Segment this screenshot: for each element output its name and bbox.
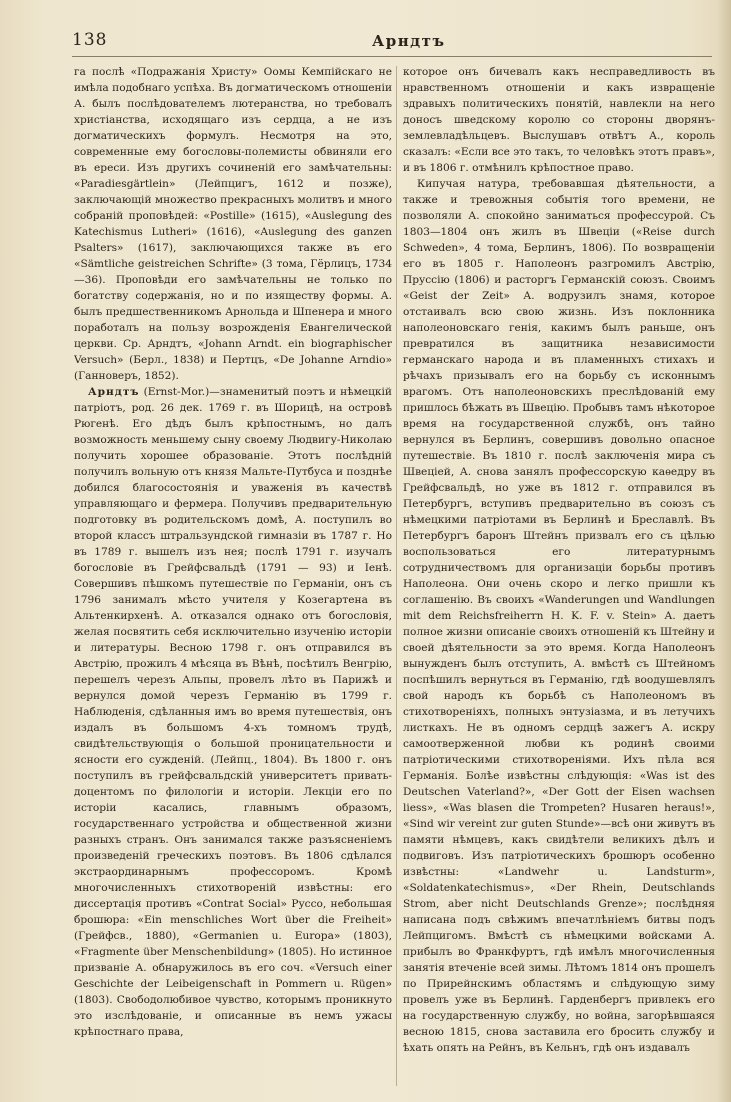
column-divider bbox=[396, 66, 397, 1086]
paragraph-text: (Ernst-Mor.)—знаменитый поэтъ и нѣмецкій патріотъ, род. 26 дек. 1769 г. въ Шорицѣ, на островѣ Рюгенѣ. Его дѣдъ былъ крѣпостнымъ, но далъ возможность меньшему сыну своему Людвигу-Николаю получить хорошее образованіе. Этотъ послѣдній получилъ вольную отъ князя Мальте-Путбуса и позднѣе добился благосостоянія и уваженія въ качествѣ управляющаго и фермера. Получивъ предварительную подготовку въ родительскомъ домѣ, А. поступилъ во второй классъ штральзундской гимназіи въ 1787 г. Но въ 1789 г. вышелъ изъ нея; послѣ 1791 г. изучалъ богословіе въ Грейфсвальдѣ (1791 — 93) и Іенѣ. Совершивъ пѣшкомъ путешествіе по Германіи, онъ съ 1796 занималъ мѣсто учителя у Козегартена въ Альтенкирхенѣ. А. отказался однако отъ богословія, желая посвятить себя исключительно изученію исторіи и литературы. Весною 1798 г. онъ отправился въ Австрію, прожилъ 4 мѣсяца въ Вѣнѣ, посѣтилъ Венгрію, перешелъ черезъ Альпы, провелъ лѣто въ Парижѣ и вернулся домой черезъ Германію въ 1799 г. Наблюденія, сдѣланныя имъ во время путешествія, онъ издалъ въ большомъ 4-хъ томномъ трудѣ, свидѣтельствующія о большой проницательности и ясности его сужденій. (Лейпц., 1804). Въ 1800 г. онъ поступилъ въ грейфсвальдскій университетъ привать-доцентомъ по филологіи и исторіи. Лекціи его по исторіи касались, главнымъ образомъ, государственнаго устройства и общественной жизни разныхъ странъ. Онъ занимался также разъясненіемъ произведеній греческихъ поэтовъ. Въ 1806 сдѣлался экстраординарнымъ профессоромъ. Кромѣ многочисленныхъ стихотвореній извѣстны: его диссертація противъ «Contrat Social» Руссо, небольшая брошюра: «Ein menschliches Wort über die Freiheit» (Грейфсв., 1880), «Germanien u. Europa» (1803), «Fragmente über Menschenbildung» (1805). Но истинное призваніе А. обнаружилось въ его соч. «Versuch einer Geschichte der Leibeigenschaft in Pommern u. Rügen» (1803). Свободолюбивое чувство, которымъ проникнуто это изслѣдованіе, и описанные въ немъ ужасы крѣпостнаго права, bbox=[74, 386, 392, 1038]
paragraph bbox=[74, 64, 392, 384]
right-column bbox=[403, 64, 715, 1089]
paragraph-text: га послѣ «Подражанія Христу» Оомы Кемпійскаго не имѣла подобнаго успѣха. Въ догматическомъ отношеніи А. былъ послѣдователемъ лютеранства, но требовалъ христіанства, исходящаго изъ сердца, а не изъ догматическихъ формулъ. Несмотря на это, современные ему богословы-полемисты обвиняли его въ ереси. Изъ другихъ сочиненій его замѣчательны: «Paradiesgärtlein» (Лейпцигъ, 1612 и позже), заключающій множество прекрасныхъ молитвъ и много собраній проповѣдей: «Postille» (1615), «Auslegung des Katechismus Lutheri» (1616), «Auslegung des ganzen Psalters» (1617), заключающихся также въ его «Sämtliche geistreichen Schrifte» (3 тома, Гёрлицъ, 1734—36). Проповѣди его замѣчательны не только по богатству содержанія, но и по изяществу формы. А. былъ предшественникомъ Арнольда и Шпенера и много поработалъ на пользу возрожденія Евангелической церкви. Ср. Арндтъ, «Johann Arndt. ein biographischer Versuch» (Берл., 1838) и Пертцъ, «De Johanne Arndio» (Ганноверъ, 1852). bbox=[74, 66, 392, 382]
paragraph-text: Кипучая натура, требовавшая дѣятельности, а также и тревожныя событія того времени, не позволяли А. спокойно заниматься профессурой. Съ 1803—1804 онъ жилъ въ Швеціи («Reise durch Schweden», 4 тома, Берлинъ, 1806). По возвращеніи его въ 1805 г. Наполеонъ разгромилъ Австрію, Пруссію (1806) и расторгъ Германскій союзъ. Своимъ «Geist der Zeit» А. водрузилъ знамя, которое отстаивалъ всю свою жизнь. Изъ поклонника наполеоновскаго генія, какимъ былъ раньше, онъ превратился въ защитника независимости германскаго народа и въ пламенныхъ стихахъ и рѣчахъ призывалъ его на борьбу съ исконнымъ врагомъ. Отъ наполеоновскихъ преслѣдованій ему пришлось бѣжать въ Швецію. Пробывъ тамъ нѣкоторое время на государственной службѣ, онъ тайно вернулся въ Берлинъ, совершивъ довольно опасное путешествіе. Въ 1810 г. послѣ заключенія мира съ Швеціей, А. снова занялъ профессорскую каѳедру въ Грейфсвальдѣ, но уже въ 1812 г. отправился въ Петербургъ, вступивъ предварительно въ союзъ съ нѣмецкими патріотами въ Берлинѣ и Бреславлѣ. Въ Петербургъ баронъ Штейнъ призвалъ его съ цѣлью воспользоваться его литературнымъ сотрудничествомъ для организаціи борьбы противъ Наполеона. Они очень скоро и легко пришли къ соглашенію. Въ своихъ «Wanderungen und Wandlungen mit dem Reichsfreiherrn H. K. F. v. Stein» А. даетъ полное жизни описаніе своихъ отношеній къ Штейну и своей дѣятельности за это время. Когда Наполеонъ вынужденъ былъ отступить, А. вмѣстѣ съ Штейномъ поспѣшилъ вернуться въ Германію, гдѣ воодушевлялъ свой народъ къ борьбѣ съ Наполеономъ въ стихотвореніяхъ, полныхъ энтузіазма, и въ летучихъ листкахъ. Не въ одномъ сердцѣ зажегъ А. искру самоотверженной любви къ родинѣ своими патріотическими стихотвореніями. Ихъ пѣла вся Германія. Болѣе извѣстны слѣдующія: «Was ist des Deutschen Vaterland?», «Der Gott der Eisen wachsen liess», «Was blasen die Trompeten? Husaren heraus!», «Sind wir vereint zur guten Stunde»—всѣ они живутъ въ памяти нѣмцевъ, какъ свидѣтели великихъ дѣлъ и подвиговъ. Изъ патріотическихъ брошюръ особенно извѣстны: «Landwehr u. Landsturm», «Soldatenkatechismus», «Der Rhein, Deutschlands Strom, aber nicht Deutschlands Grenze»; послѣдняя написана подъ свѣжимъ впечатлѣніемъ битвы подъ Лейпцигомъ. Вмѣстѣ съ нѣмецкими войсками А. прибылъ во Франкфуртъ, гдѣ имѣлъ многочисленныя занятія втеченіе всей зимы. Лѣтомъ 1814 онъ прошелъ по Прирейнскимъ областямъ и слѣдующую зиму провелъ уже въ Берлинѣ. Гарденбергъ привлекъ его на государственную службу, но война, загорѣвшаяся весною 1815, снова заставила его бросить службу и ѣхать опять на Рейнъ, въ Кельнъ, гдѣ онъ издавалъ bbox=[403, 178, 715, 1054]
left-column bbox=[74, 64, 392, 1089]
page-header bbox=[72, 30, 703, 52]
page-number: 138 bbox=[72, 30, 108, 50]
running-head: Арндтъ bbox=[372, 32, 446, 50]
entry-headword: Арндтъ bbox=[88, 386, 140, 398]
paragraph bbox=[74, 384, 392, 1040]
paragraph-text: которое онъ бичевалъ какъ несправедливость въ нравственномъ отношеніи и какъ извращеніе здравыхъ политическихъ понятій, навлекли на него доносъ шведскому королю со стороны дворянъ-землевладѣльцевъ. Выслушавъ отвѣтъ А., король сказалъ: «Если все это такъ, то человѣкъ этотъ правъ», и въ 1806 г. отмѣнилъ крѣпостное право. bbox=[403, 66, 715, 174]
page-edge-shadow bbox=[717, 0, 731, 1102]
paragraph bbox=[403, 176, 715, 1056]
header-rule bbox=[72, 56, 712, 57]
paragraph bbox=[403, 64, 715, 176]
